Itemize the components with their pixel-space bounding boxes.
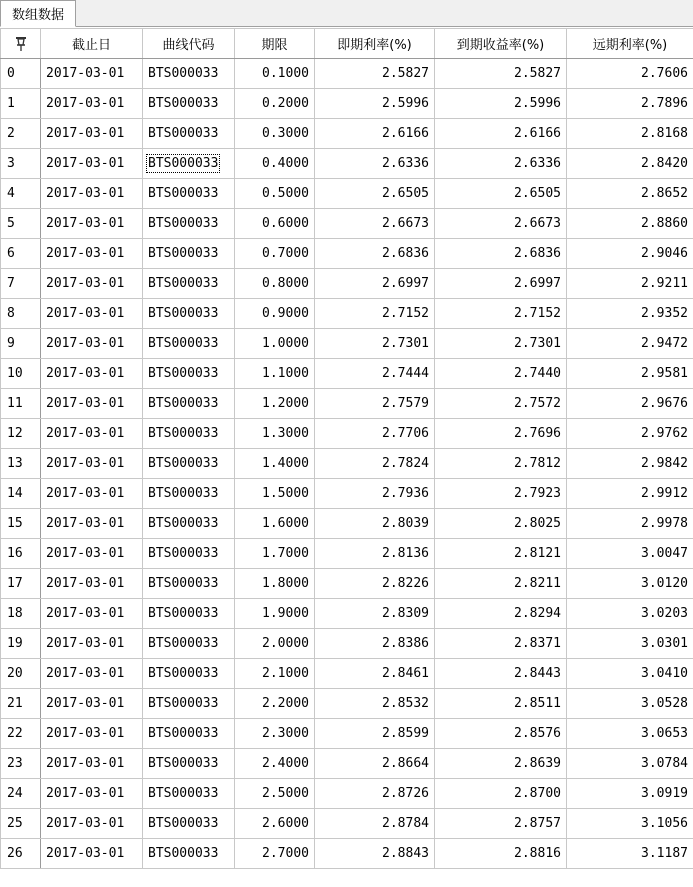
- cell-date[interactable]: 2017-03-01: [41, 149, 143, 179]
- cell-date[interactable]: 2017-03-01: [41, 239, 143, 269]
- table-row[interactable]: [1, 269, 693, 299]
- cell-forward-rate[interactable]: 3.1187: [567, 839, 693, 869]
- cell-forward-rate[interactable]: 3.0047: [567, 539, 693, 569]
- cell-date[interactable]: 2017-03-01: [41, 599, 143, 629]
- cell-curve-code[interactable]: BTS000033: [143, 89, 235, 119]
- table-row[interactable]: [1, 359, 693, 389]
- row-index[interactable]: 21: [1, 689, 41, 719]
- row-index[interactable]: 24: [1, 779, 41, 809]
- row-index[interactable]: 18: [1, 599, 41, 629]
- cell-ytm[interactable]: 2.6836: [435, 239, 567, 269]
- cell-ytm[interactable]: 2.6997: [435, 269, 567, 299]
- row-index[interactable]: 8: [1, 299, 41, 329]
- cell-term[interactable]: 2.7000: [235, 839, 315, 869]
- row-index[interactable]: 20: [1, 659, 41, 689]
- cell-spot-rate[interactable]: 2.7579: [315, 389, 435, 419]
- cell-date[interactable]: 2017-03-01: [41, 479, 143, 509]
- row-index[interactable]: 9: [1, 329, 41, 359]
- cell-forward-rate[interactable]: 3.0919: [567, 779, 693, 809]
- row-index[interactable]: 22: [1, 719, 41, 749]
- cell-term[interactable]: 2.3000: [235, 719, 315, 749]
- cell-date[interactable]: 2017-03-01: [41, 89, 143, 119]
- cell-curve-code[interactable]: BTS000033: [143, 239, 235, 269]
- cell-forward-rate[interactable]: 3.0410: [567, 659, 693, 689]
- cell-ytm[interactable]: 2.8757: [435, 809, 567, 839]
- cell-term[interactable]: 0.9000: [235, 299, 315, 329]
- cell-ytm[interactable]: 2.7812: [435, 449, 567, 479]
- row-index[interactable]: 0: [1, 59, 41, 89]
- row-index[interactable]: 5: [1, 209, 41, 239]
- row-index[interactable]: 16: [1, 539, 41, 569]
- cell-term[interactable]: 1.7000: [235, 539, 315, 569]
- cell-ytm[interactable]: 2.6336: [435, 149, 567, 179]
- cell-term[interactable]: 0.2000: [235, 89, 315, 119]
- table-row[interactable]: [1, 119, 693, 149]
- cell-curve-code[interactable]: BTS000033: [143, 59, 235, 89]
- table-row[interactable]: [1, 59, 693, 89]
- cell-spot-rate[interactable]: 2.7706: [315, 419, 435, 449]
- cell-spot-rate[interactable]: 2.8599: [315, 719, 435, 749]
- cell-curve-code[interactable]: BTS000033: [143, 569, 235, 599]
- cell-ytm[interactable]: 2.6166: [435, 119, 567, 149]
- cell-spot-rate[interactable]: 2.7824: [315, 449, 435, 479]
- cell-curve-code[interactable]: BTS000033: [143, 449, 235, 479]
- cell-curve-code[interactable]: [143, 149, 235, 179]
- cell-forward-rate[interactable]: 2.9046: [567, 239, 693, 269]
- column-header-date[interactable]: 截止日: [41, 29, 143, 59]
- cell-term[interactable]: 2.5000: [235, 779, 315, 809]
- cell-forward-rate[interactable]: 2.8652: [567, 179, 693, 209]
- table-row[interactable]: [1, 839, 693, 869]
- pin-icon: [14, 36, 28, 52]
- cell-date[interactable]: 2017-03-01: [41, 839, 143, 869]
- cell-date[interactable]: 2017-03-01: [41, 389, 143, 419]
- cell-forward-rate[interactable]: 2.9352: [567, 299, 693, 329]
- table-row[interactable]: [1, 479, 693, 509]
- cell-date[interactable]: 2017-03-01: [41, 539, 143, 569]
- cell-date[interactable]: 2017-03-01: [41, 629, 143, 659]
- cell-term[interactable]: 2.4000: [235, 749, 315, 779]
- cell-curve-code[interactable]: BTS000033: [143, 179, 235, 209]
- cell-curve-code[interactable]: BTS000033: [143, 509, 235, 539]
- cell-curve-code[interactable]: BTS000033: [143, 599, 235, 629]
- cell-forward-rate[interactable]: 3.0528: [567, 689, 693, 719]
- row-index[interactable]: 3: [1, 149, 41, 179]
- row-index[interactable]: 13: [1, 449, 41, 479]
- cell-date[interactable]: 2017-03-01: [41, 509, 143, 539]
- row-index[interactable]: 11: [1, 389, 41, 419]
- cell-forward-rate[interactable]: 2.9581: [567, 359, 693, 389]
- cell-curve-code[interactable]: BTS000033: [143, 209, 235, 239]
- cell-term[interactable]: 2.1000: [235, 659, 315, 689]
- table-row[interactable]: [1, 509, 693, 539]
- cell-ytm[interactable]: 2.8576: [435, 719, 567, 749]
- row-index[interactable]: 7: [1, 269, 41, 299]
- data-grid[interactable]: [0, 28, 693, 887]
- cell-curve-code[interactable]: BTS000033: [143, 479, 235, 509]
- table-row[interactable]: [1, 749, 693, 779]
- cell-term[interactable]: 1.8000: [235, 569, 315, 599]
- row-index[interactable]: 14: [1, 479, 41, 509]
- cell-curve-code[interactable]: BTS000033: [143, 779, 235, 809]
- table-row[interactable]: [1, 569, 693, 599]
- cell-spot-rate[interactable]: 2.6997: [315, 269, 435, 299]
- cell-date[interactable]: 2017-03-01: [41, 809, 143, 839]
- cell-spot-rate[interactable]: 2.7936: [315, 479, 435, 509]
- table-row[interactable]: [1, 329, 693, 359]
- cell-ytm[interactable]: 2.5996: [435, 89, 567, 119]
- cell-ytm[interactable]: 2.7696: [435, 419, 567, 449]
- cell-date[interactable]: 2017-03-01: [41, 59, 143, 89]
- grid-body: [1, 59, 693, 869]
- cell-forward-rate[interactable]: 2.7896: [567, 89, 693, 119]
- cell-term[interactable]: 0.6000: [235, 209, 315, 239]
- cell-date[interactable]: 2017-03-01: [41, 329, 143, 359]
- cell-spot-rate[interactable]: 2.7301: [315, 329, 435, 359]
- cell-term[interactable]: 0.7000: [235, 239, 315, 269]
- cell-date[interactable]: 2017-03-01: [41, 719, 143, 749]
- cell-forward-rate[interactable]: 2.9978: [567, 509, 693, 539]
- cell-ytm[interactable]: 2.8294: [435, 599, 567, 629]
- row-index[interactable]: 23: [1, 749, 41, 779]
- cell-curve-code[interactable]: BTS000033: [143, 839, 235, 869]
- cell-forward-rate[interactable]: 3.1056: [567, 809, 693, 839]
- table-row[interactable]: [1, 689, 693, 719]
- cell-term[interactable]: 1.0000: [235, 329, 315, 359]
- cell-spot-rate[interactable]: 2.6166: [315, 119, 435, 149]
- cell-ytm[interactable]: 2.8639: [435, 749, 567, 779]
- cell-spot-rate[interactable]: 2.8843: [315, 839, 435, 869]
- column-header-curve-code[interactable]: 曲线代码: [143, 29, 235, 59]
- cell-ytm[interactable]: 2.6673: [435, 209, 567, 239]
- cell-date[interactable]: 2017-03-01: [41, 749, 143, 779]
- cell-spot-rate[interactable]: 2.8309: [315, 599, 435, 629]
- cell-term[interactable]: 2.2000: [235, 689, 315, 719]
- table-row[interactable]: [1, 629, 693, 659]
- row-index[interactable]: 19: [1, 629, 41, 659]
- cell-date[interactable]: 2017-03-01: [41, 779, 143, 809]
- cell-forward-rate[interactable]: 3.0653: [567, 719, 693, 749]
- cell-term[interactable]: 1.3000: [235, 419, 315, 449]
- cell-curve-code[interactable]: BTS000033: [143, 749, 235, 779]
- cell-forward-rate[interactable]: 2.8860: [567, 209, 693, 239]
- cell-term[interactable]: 1.4000: [235, 449, 315, 479]
- cell-term[interactable]: 1.9000: [235, 599, 315, 629]
- cell-term[interactable]: 0.5000: [235, 179, 315, 209]
- cell-term[interactable]: 1.1000: [235, 359, 315, 389]
- cell-ytm[interactable]: 2.8211: [435, 569, 567, 599]
- table-row[interactable]: [1, 179, 693, 209]
- cell-curve-code[interactable]: BTS000033: [143, 629, 235, 659]
- table-row[interactable]: [1, 659, 693, 689]
- cell-term[interactable]: 2.6000: [235, 809, 315, 839]
- focused-cell-text: BTS000033: [148, 156, 219, 171]
- cell-date[interactable]: 2017-03-01: [41, 659, 143, 689]
- column-header-forward-rate[interactable]: 远期利率(%): [567, 29, 693, 59]
- table-row[interactable]: [1, 89, 693, 119]
- cell-forward-rate[interactable]: 2.8168: [567, 119, 693, 149]
- cell-term[interactable]: 1.5000: [235, 479, 315, 509]
- cell-spot-rate[interactable]: 2.8386: [315, 629, 435, 659]
- column-header-term[interactable]: 期限: [235, 29, 315, 59]
- cell-spot-rate[interactable]: 2.8532: [315, 689, 435, 719]
- cell-spot-rate[interactable]: 2.8784: [315, 809, 435, 839]
- cell-ytm[interactable]: 2.5827: [435, 59, 567, 89]
- cell-spot-rate[interactable]: 2.5827: [315, 59, 435, 89]
- table-row[interactable]: [1, 209, 693, 239]
- cell-term[interactable]: 1.6000: [235, 509, 315, 539]
- cell-ytm[interactable]: 2.8121: [435, 539, 567, 569]
- table-row[interactable]: [1, 599, 693, 629]
- cell-spot-rate[interactable]: 2.8039: [315, 509, 435, 539]
- cell-date[interactable]: 2017-03-01: [41, 359, 143, 389]
- cell-term[interactable]: 0.3000: [235, 119, 315, 149]
- cell-ytm[interactable]: 2.8816: [435, 839, 567, 869]
- cell-spot-rate[interactable]: 2.6836: [315, 239, 435, 269]
- table-row[interactable]: [1, 389, 693, 419]
- cell-curve-code[interactable]: BTS000033: [143, 119, 235, 149]
- cell-date[interactable]: 2017-03-01: [41, 449, 143, 479]
- cell-spot-rate[interactable]: 2.8461: [315, 659, 435, 689]
- cell-ytm[interactable]: 2.8511: [435, 689, 567, 719]
- cell-curve-code[interactable]: BTS000033: [143, 329, 235, 359]
- cell-spot-rate[interactable]: 2.8726: [315, 779, 435, 809]
- cell-forward-rate[interactable]: 3.0784: [567, 749, 693, 779]
- cell-ytm[interactable]: 2.7152: [435, 299, 567, 329]
- row-index[interactable]: 12: [1, 419, 41, 449]
- cell-forward-rate[interactable]: 3.0203: [567, 599, 693, 629]
- cell-ytm[interactable]: 2.8700: [435, 779, 567, 809]
- cell-forward-rate[interactable]: 2.9762: [567, 419, 693, 449]
- cell-date[interactable]: 2017-03-01: [41, 119, 143, 149]
- table-row[interactable]: [1, 239, 693, 269]
- table-row[interactable]: [1, 719, 693, 749]
- cell-forward-rate[interactable]: 3.0301: [567, 629, 693, 659]
- row-index[interactable]: 1: [1, 89, 41, 119]
- cell-forward-rate[interactable]: 2.9676: [567, 389, 693, 419]
- cell-forward-rate[interactable]: 3.0120: [567, 569, 693, 599]
- table-row[interactable]: [1, 299, 693, 329]
- tab-array-data[interactable]: 数组数据: [0, 0, 76, 27]
- data-table: [0, 28, 693, 869]
- cell-curve-code[interactable]: BTS000033: [143, 539, 235, 569]
- row-index[interactable]: 4: [1, 179, 41, 209]
- cell-term[interactable]: 0.1000: [235, 59, 315, 89]
- cell-curve-code[interactable]: BTS000033: [143, 389, 235, 419]
- cell-ytm[interactable]: 2.8371: [435, 629, 567, 659]
- cell-term[interactable]: 2.0000: [235, 629, 315, 659]
- cell-curve-code[interactable]: BTS000033: [143, 689, 235, 719]
- cell-curve-code[interactable]: BTS000033: [143, 299, 235, 329]
- table-row[interactable]: [1, 779, 693, 809]
- row-index[interactable]: 26: [1, 839, 41, 869]
- table-row[interactable]: [1, 809, 693, 839]
- cell-date[interactable]: 2017-03-01: [41, 419, 143, 449]
- cell-forward-rate[interactable]: 2.9211: [567, 269, 693, 299]
- cell-spot-rate[interactable]: 2.6505: [315, 179, 435, 209]
- cell-spot-rate[interactable]: 2.8136: [315, 539, 435, 569]
- table-row[interactable]: [1, 539, 693, 569]
- row-index[interactable]: 17: [1, 569, 41, 599]
- tab-bar: [0, 0, 693, 27]
- table-row[interactable]: [1, 149, 693, 179]
- table-row[interactable]: [1, 419, 693, 449]
- cell-date[interactable]: 2017-03-01: [41, 569, 143, 599]
- cell-date[interactable]: 2017-03-01: [41, 689, 143, 719]
- row-index[interactable]: 25: [1, 809, 41, 839]
- cell-ytm[interactable]: 2.8025: [435, 509, 567, 539]
- select-all-corner[interactable]: [1, 29, 41, 59]
- cell-term[interactable]: 0.8000: [235, 269, 315, 299]
- cell-curve-code[interactable]: BTS000033: [143, 809, 235, 839]
- cell-forward-rate[interactable]: 2.9842: [567, 449, 693, 479]
- row-index[interactable]: 15: [1, 509, 41, 539]
- cell-spot-rate[interactable]: 2.6673: [315, 209, 435, 239]
- row-index[interactable]: 10: [1, 359, 41, 389]
- cell-spot-rate[interactable]: 2.8226: [315, 569, 435, 599]
- cell-ytm[interactable]: 2.8443: [435, 659, 567, 689]
- cell-date[interactable]: 2017-03-01: [41, 269, 143, 299]
- cell-ytm[interactable]: 2.7923: [435, 479, 567, 509]
- cell-curve-code[interactable]: BTS000033: [143, 269, 235, 299]
- column-header-spot-rate[interactable]: 即期利率(%): [315, 29, 435, 59]
- row-index[interactable]: 6: [1, 239, 41, 269]
- cell-forward-rate[interactable]: 2.9472: [567, 329, 693, 359]
- cell-term[interactable]: 0.4000: [235, 149, 315, 179]
- cell-curve-code[interactable]: BTS000033: [143, 719, 235, 749]
- cell-curve-code[interactable]: BTS000033: [143, 359, 235, 389]
- cell-spot-rate[interactable]: 2.7152: [315, 299, 435, 329]
- cell-term[interactable]: 1.2000: [235, 389, 315, 419]
- cell-ytm[interactable]: 2.7572: [435, 389, 567, 419]
- cell-forward-rate[interactable]: 2.7606: [567, 59, 693, 89]
- cell-forward-rate[interactable]: 2.8420: [567, 149, 693, 179]
- cell-date[interactable]: 2017-03-01: [41, 209, 143, 239]
- cell-spot-rate[interactable]: 2.8664: [315, 749, 435, 779]
- cell-ytm[interactable]: 2.7440: [435, 359, 567, 389]
- column-header-ytm[interactable]: 到期收益率(%): [435, 29, 567, 59]
- cell-curve-code[interactable]: BTS000033: [143, 419, 235, 449]
- table-row[interactable]: [1, 449, 693, 479]
- cell-ytm[interactable]: 2.7301: [435, 329, 567, 359]
- cell-date[interactable]: 2017-03-01: [41, 299, 143, 329]
- header-row: [1, 29, 693, 59]
- cell-curve-code[interactable]: BTS000033: [143, 659, 235, 689]
- cell-date[interactable]: 2017-03-01: [41, 179, 143, 209]
- cell-spot-rate[interactable]: 2.7444: [315, 359, 435, 389]
- cell-ytm[interactable]: 2.6505: [435, 179, 567, 209]
- cell-forward-rate[interactable]: 2.9912: [567, 479, 693, 509]
- row-index[interactable]: 2: [1, 119, 41, 149]
- cell-spot-rate[interactable]: 2.6336: [315, 149, 435, 179]
- cell-spot-rate[interactable]: 2.5996: [315, 89, 435, 119]
